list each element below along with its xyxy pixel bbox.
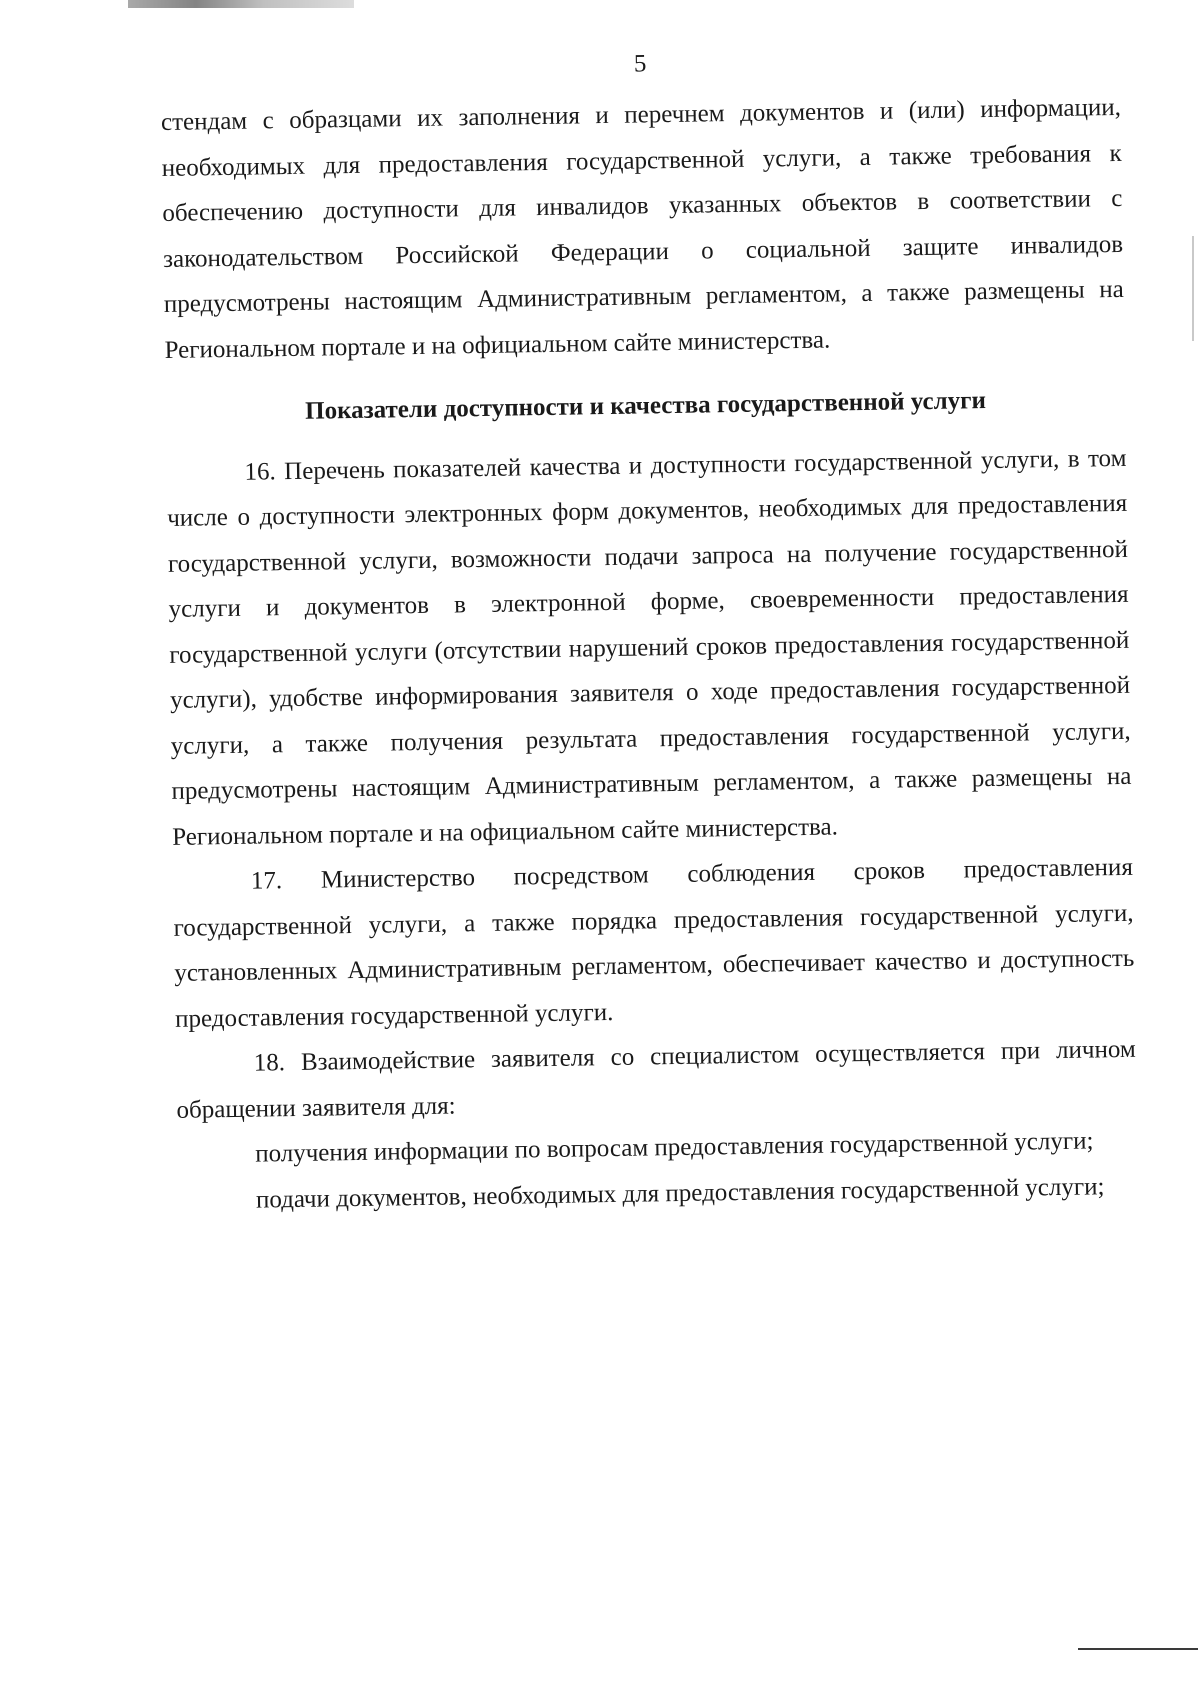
paragraph-18: 18. Взаимодействие заявителя со специалистом осуществляется при личном обращении заявителя для: [176, 1035, 1136, 1124]
paragraph-16: 16. Перечень показателей качества и доступности государственной услуги, в том числе о доступности электронных форм документов, необходимых для предоставления государственной услуги, возможности подачи запроса на получение государственной услуги и документов в электронной форме, своевременности предоставления государственной услуги (отсутствии нарушений сроков предоставления государственной услуги), удобстве информирования заявителя о ходе предоставления государственной услуги, а также получения результата предоставления государственной услуги, предусмотрены настоящим Административным регламентом, а также размещены на Региональном портале и на официальном сайте министерства. [167, 444, 1132, 851]
list-item-documents: подачи документов, необходимых для предоставления государственной услуги; [255, 1172, 1105, 1214]
footer-rule [1078, 1648, 1198, 1650]
page-number: 5 [633, 50, 647, 78]
scan-artifact-top [128, 0, 354, 8]
paragraph-17: 17. Министерство посредством соблюдения сроков предоставления государственной услуги, а также порядка предоставления государственной услуги, установленных Административным регламентом, обеспечивает качество и доступность предоставления государственной услуги. [173, 853, 1135, 1033]
list-item-information: получения информации по вопросам предоставления государственной услуги; [255, 1127, 1094, 1168]
scan-artifact-edge [1192, 236, 1194, 341]
paragraph-continuation: стендам с образцами их заполнения и перечнем документов и (или) информации, необходимых для предоставления государственной услуги, а также требования к обеспечению доступности для инвалидов указанных объектов в соответствии с законодательством Российской Федерации о социальной защите инвалидов предусмотрены настоящим Административным регламентом, а также размещены на Региональном портале и на официальном сайте министерства. [160, 93, 1124, 364]
section-heading: Показатели доступности и качества государственной услуги [304, 387, 987, 425]
document-page [160, 43, 1138, 1224]
